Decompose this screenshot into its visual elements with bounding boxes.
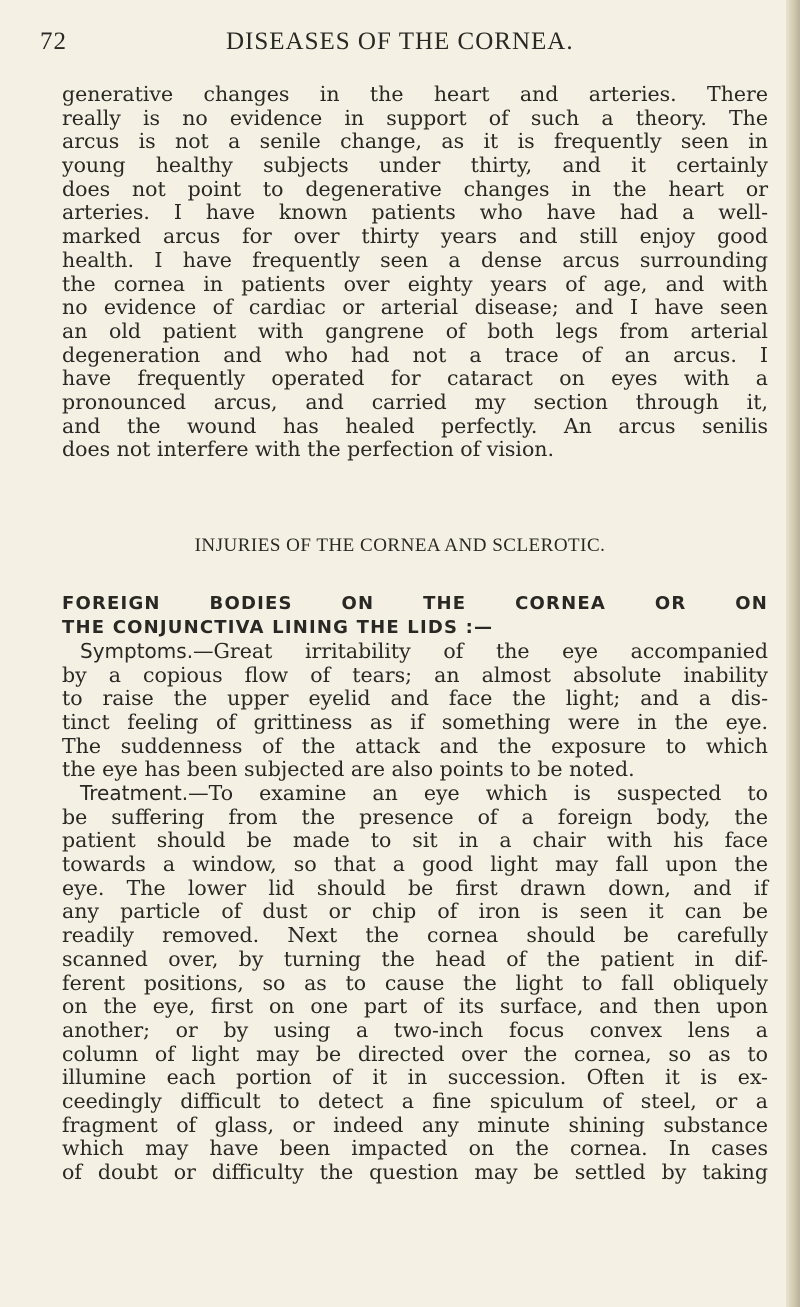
- text-line: fragment of glass, or indeed any minute shining substance: [62, 1112, 768, 1137]
- running-head: DISEASES OF THE CORNEA.: [226, 28, 574, 55]
- text-line: [62, 640, 768, 664]
- text-line: be suffering from the presence of a foreign body, the: [62, 804, 768, 829]
- paragraph-symptoms: [62, 640, 768, 782]
- subheading-line: FOREIGN BODIES ON THE CORNEA OR ON: [62, 593, 768, 614]
- text-line: degeneration and who had not a trace of an arcus. I: [62, 342, 768, 367]
- text-line: to raise the upper eyelid and face the light; and a dis-: [62, 686, 768, 711]
- paragraph-treatment: [62, 782, 768, 1185]
- text-line: which may have been impacted on the cornea. In cases: [62, 1136, 768, 1161]
- text-line: an old patient with gangrene of both legs from arterial: [62, 318, 768, 343]
- page-number: 72: [40, 28, 67, 55]
- paragraph-arcus-senilis: [62, 83, 768, 462]
- text-line: ferent positions, so as to cause the light to fall obliquely: [62, 970, 768, 995]
- text-line: by a copious flow of tears; an almost absolute inability: [62, 662, 768, 687]
- page-edge: [786, 0, 800, 1307]
- text-line: arteries. I have known patients who have had a well-: [62, 200, 768, 225]
- text-line: no evidence of cardiac or arterial disease; and I have seen: [62, 295, 768, 320]
- text-line: marked arcus for over thirty years and still enjoy good: [62, 224, 768, 249]
- text-line: patient should be made to sit in a chair with his face: [62, 828, 768, 853]
- page-header: [40, 28, 760, 58]
- text-line: The suddenness of the attack and the exposure to which: [62, 733, 768, 758]
- text-line-content: —To examine an eye which is suspected to: [188, 781, 768, 805]
- text-line: column of light may be directed over the cornea, so as to: [62, 1041, 768, 1066]
- text-line: [62, 782, 768, 806]
- text-line: ceedingly difficult to detect a fine spiculum of steel, or a: [62, 1088, 768, 1113]
- text-line: the cornea in patients over eighty years of age, and with: [62, 271, 768, 296]
- text-line: on the eye, first on one part of its surface, and then upon: [62, 994, 768, 1019]
- text-line: another; or by using a two-inch focus convex lens a: [62, 1017, 768, 1042]
- text-line: have frequently operated for cataract on eyes with a: [62, 366, 768, 391]
- text-line: young healthy subjects under thirty, and it certainly: [62, 153, 768, 178]
- text-line-content: —Great irritability of the eye accompanied: [193, 639, 768, 663]
- text-line: arcus is not a senile change, as it is frequently seen in: [62, 129, 768, 154]
- text-line: scanned over, by turning the head of the patient in dif-: [62, 946, 768, 971]
- symptoms-label: Symptoms.: [80, 639, 194, 663]
- subheading-line: THE CONJUNCTIVA LINING THE LIDS :—: [62, 616, 494, 638]
- text-line: towards a window, so that a good light may fall upon the: [62, 852, 768, 877]
- text-line: of doubt or difficulty the question may be settled by taking: [62, 1160, 768, 1184]
- treatment-label: Treatment.: [80, 781, 189, 805]
- text-line: the eye has been subjected are also points to be noted.: [62, 757, 635, 782]
- text-line: does not point to degenerative changes in the heart or: [62, 176, 768, 201]
- text-line: eye. The lower lid should be first drawn down, and if: [62, 875, 768, 900]
- text-line: does not interfere with the perfection of vision.: [62, 437, 555, 462]
- text-line: any particle of dust or chip of iron is seen it can be: [62, 899, 768, 924]
- text-line: really is no evidence in support of such a theory. The: [62, 105, 768, 130]
- text-line: and the wound has healed perfectly. An arcus senilis: [62, 413, 768, 438]
- text-line: illumine each portion of it in succession. Often it is ex-: [62, 1065, 768, 1090]
- text-line: readily removed. Next the cornea should be carefully: [62, 923, 768, 948]
- text-line: pronounced arcus, and carried my section through it,: [62, 389, 768, 414]
- subheading-foreign-bodies: [62, 592, 768, 639]
- text-line: tinct feeling of grittiness as if something were in the eye.: [62, 710, 768, 735]
- text-line: health. I have frequently seen a dense arcus surrounding: [62, 247, 768, 272]
- section-title: INJURIES OF THE CORNEA AND SCLEROTIC.: [194, 535, 606, 556]
- text-line: generative changes in the heart and arteries. There: [62, 82, 768, 106]
